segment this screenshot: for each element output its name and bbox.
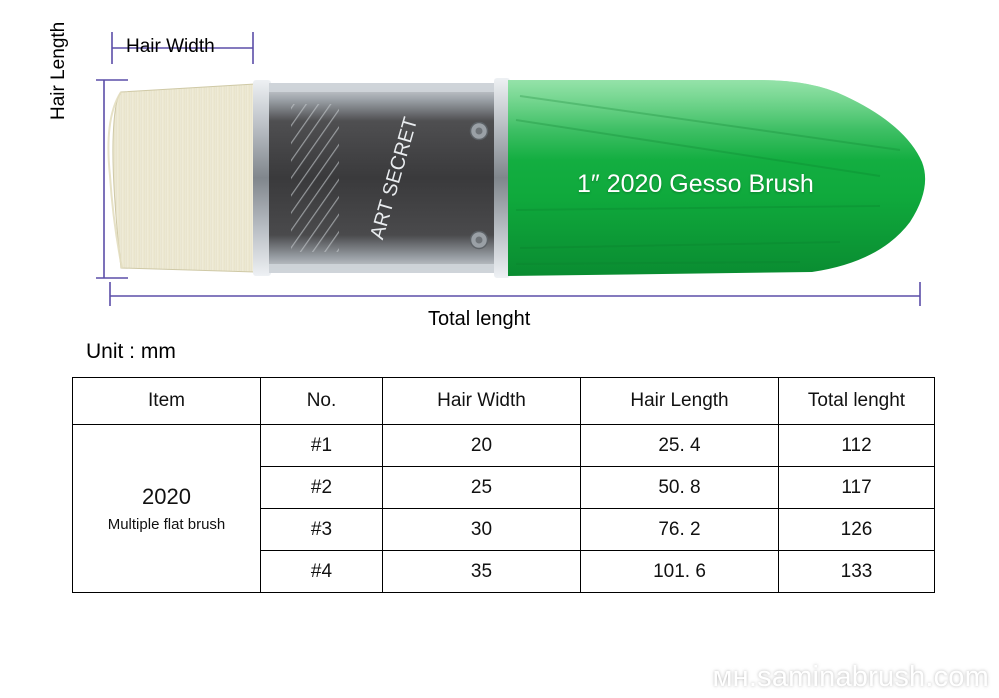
header-total-length: Total lenght <box>779 378 935 425</box>
cell-no: #1 <box>261 425 383 467</box>
hair-length-label: Hair Length <box>48 21 69 120</box>
site-watermark: мн.saminabrush.com <box>712 661 989 693</box>
cell-hair-length: 101. 6 <box>581 551 779 593</box>
item-cell <box>73 425 261 593</box>
table-row <box>73 425 935 467</box>
specification-table <box>72 377 935 593</box>
cell-no: #2 <box>261 467 383 509</box>
header-hair-length: Hair Length <box>581 378 779 425</box>
cell-hair-width: 35 <box>383 551 581 593</box>
hair-length-dimension <box>96 80 128 278</box>
header-hair-width: Hair Width <box>383 378 581 425</box>
item-code: 2020 <box>142 484 191 510</box>
cell-total-length: 112 <box>779 425 935 467</box>
cell-total-length: 133 <box>779 551 935 593</box>
cell-total-length: 117 <box>779 467 935 509</box>
cell-hair-length: 50. 8 <box>581 467 779 509</box>
cell-hair-length: 25. 4 <box>581 425 779 467</box>
cell-no: #3 <box>261 509 383 551</box>
cell-hair-width: 25 <box>383 467 581 509</box>
ferrule-brand-text: ART SECRET <box>366 114 423 242</box>
cell-hair-width: 30 <box>383 509 581 551</box>
cell-no: #4 <box>261 551 383 593</box>
brush-diagram <box>0 0 999 340</box>
total-length-dimension <box>110 282 920 306</box>
unit-label: Unit : mm <box>86 340 176 363</box>
header-item: Item <box>73 378 261 425</box>
handle-print-text: 1″ 2020 Gesso Brush <box>577 170 814 198</box>
header-no: No. <box>261 378 383 425</box>
cell-total-length: 126 <box>779 509 935 551</box>
total-length-label: Total lenght <box>428 308 531 330</box>
hair-width-label: Hair Width <box>126 36 215 57</box>
item-description: Multiple flat brush <box>107 515 226 533</box>
cell-hair-length: 76. 2 <box>581 509 779 551</box>
table-header-row <box>73 378 935 425</box>
cell-hair-width: 20 <box>383 425 581 467</box>
